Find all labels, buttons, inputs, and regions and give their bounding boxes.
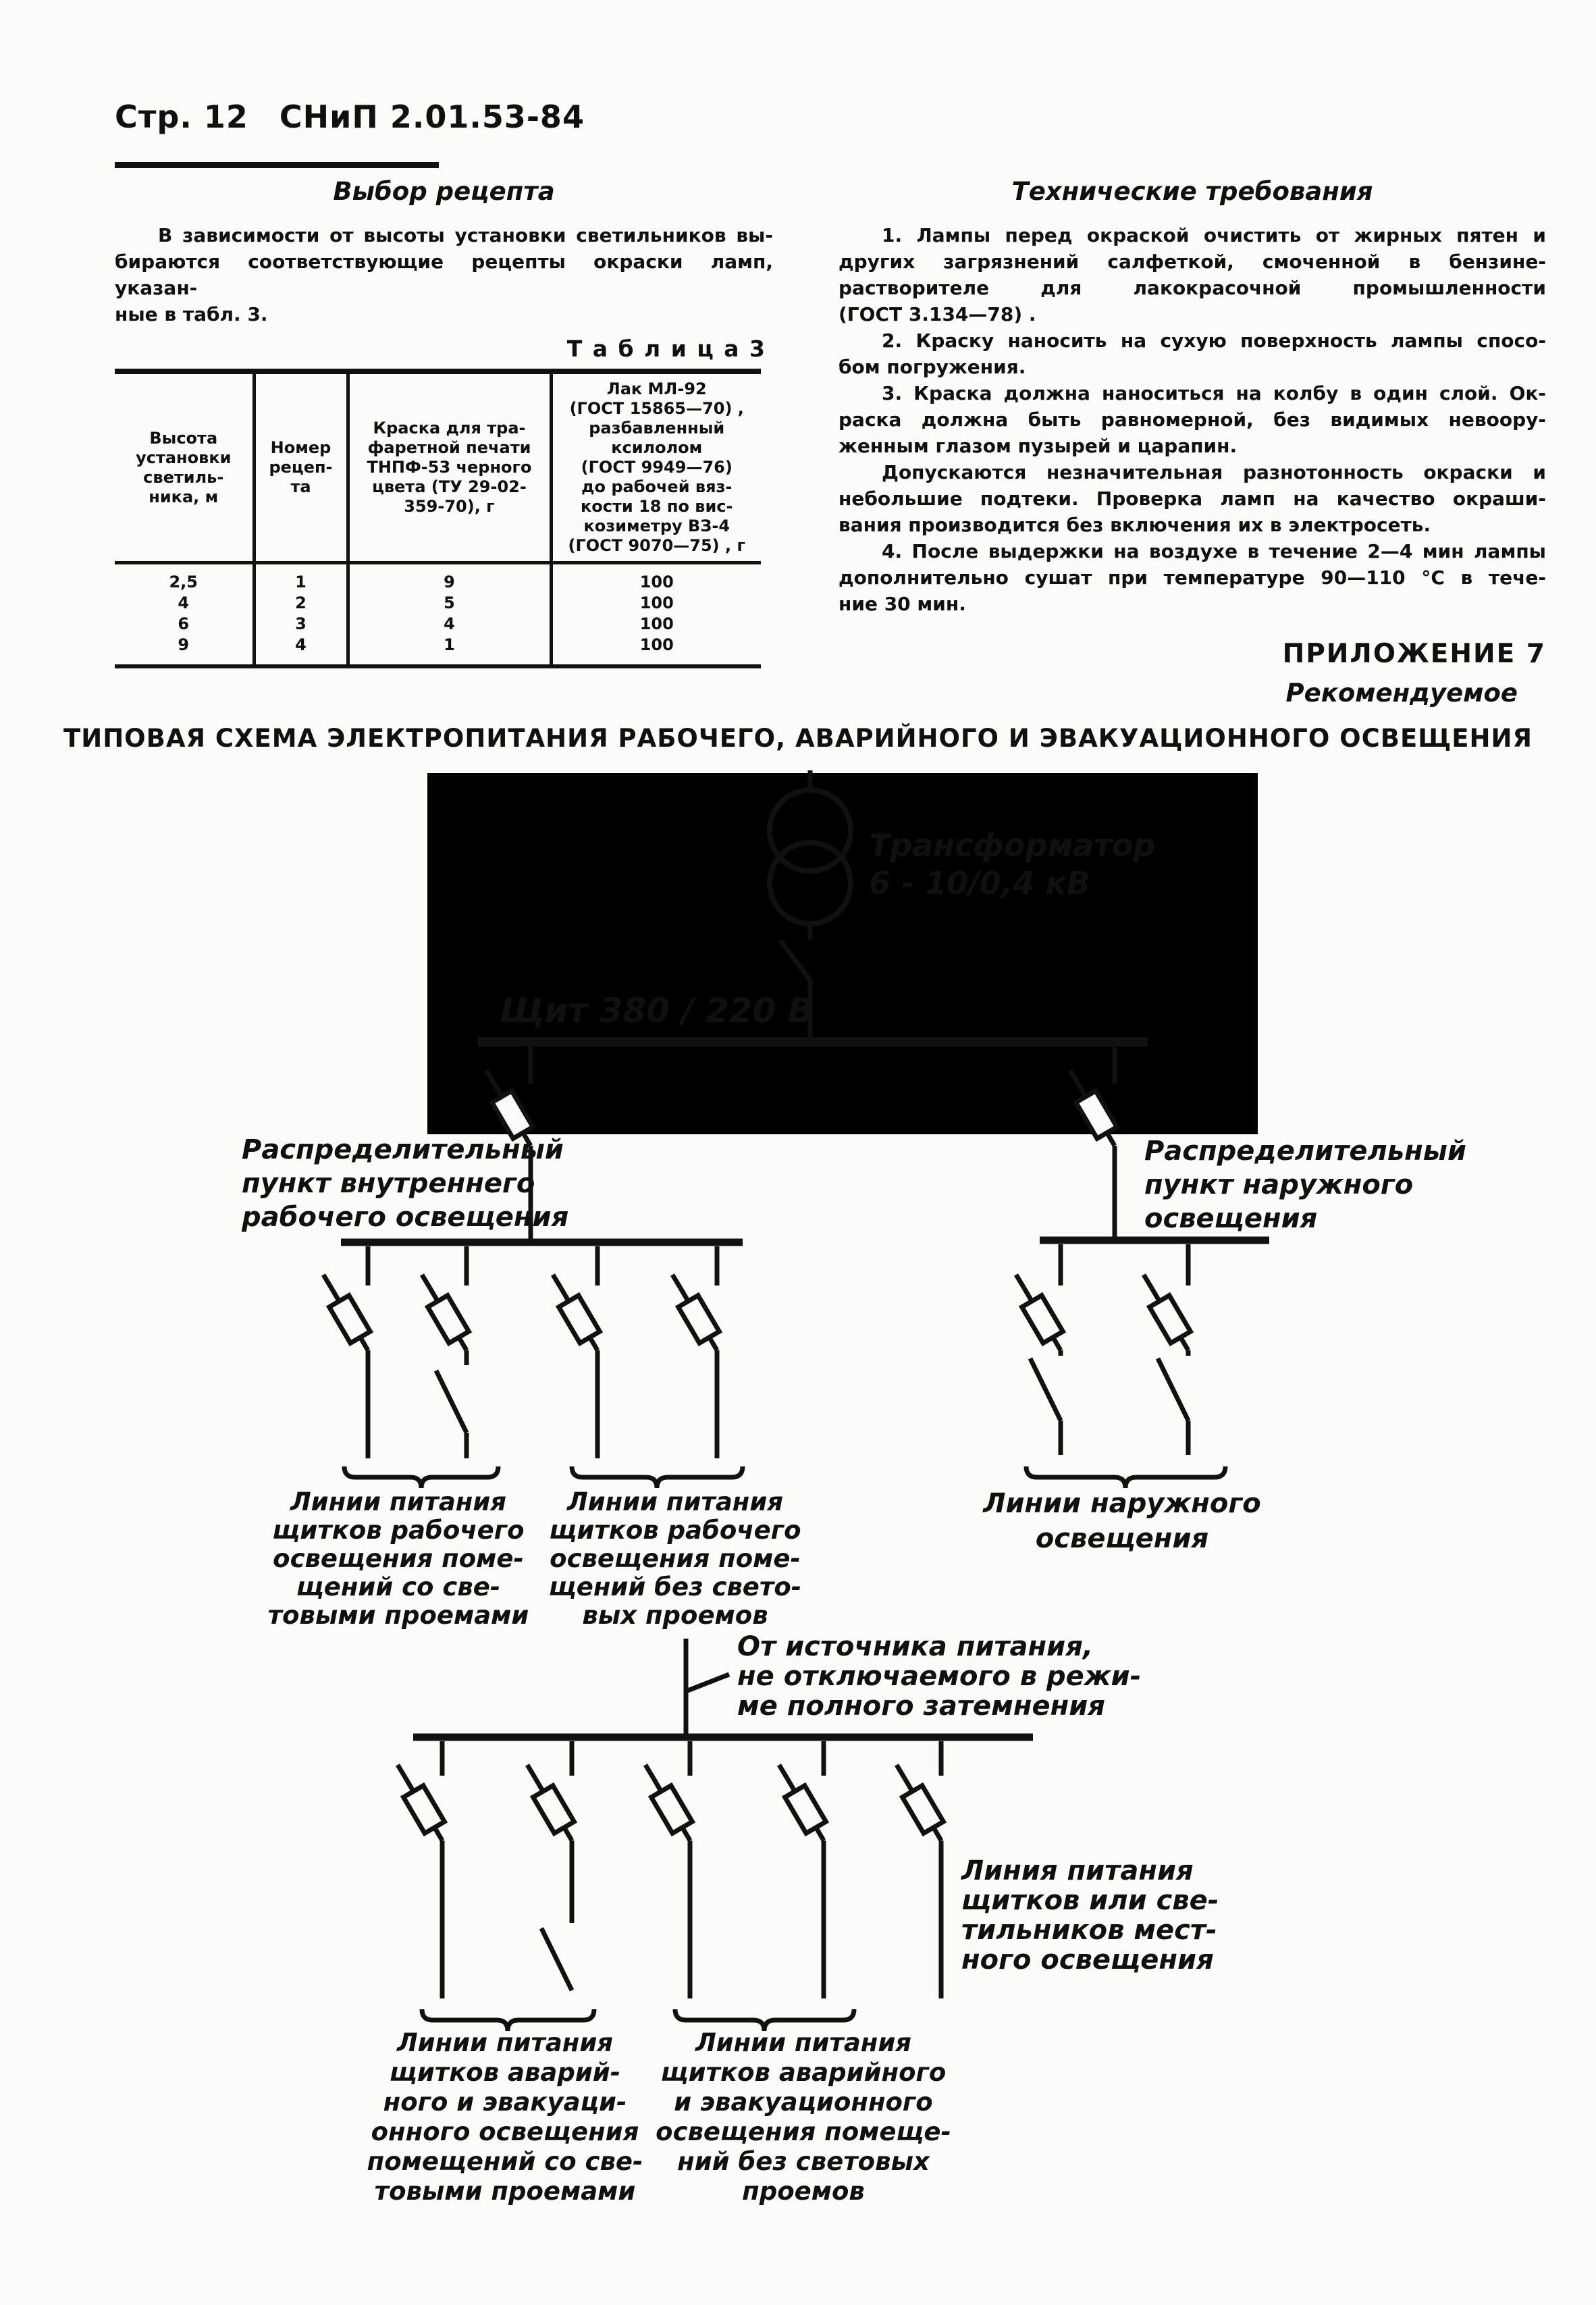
table-cell: 4 — [348, 614, 551, 635]
recipe-paragraph: В зависимости от высоты установки светильников вы- бираются соответствующие рецепты окраски ламп, указан- ные в табл. 3. — [115, 224, 773, 325]
table-cell: 1 — [348, 635, 551, 666]
panel-label: Щит 380 / 220 В — [500, 991, 814, 1030]
brace-work-no-windows — [572, 1466, 743, 1488]
circuit-breaker — [323, 1275, 370, 1350]
label-emergency-windows: Линии питания щитков аварий-ного и эвакуаци-онного освещения помещений со све-товыми проемами — [367, 2028, 643, 2206]
table-cell: 100 — [551, 563, 761, 593]
label-leader-line — [686, 1674, 729, 1691]
switch-blade — [541, 1928, 572, 1990]
table-caption: Т а б л и ц а 3 — [566, 336, 766, 362]
internal-lighting-branches — [323, 1246, 719, 1458]
label-emergency-no-windows: Линии питания щитков аварийного и эвакуационного освещения помеще-ний без световых проемов — [656, 2028, 951, 2206]
circuit-breaker — [1016, 1275, 1063, 1350]
switch-blade — [1030, 1358, 1061, 1421]
table-cell: 1 — [254, 563, 348, 593]
table-cell: 2 — [254, 593, 348, 614]
requirement-paragraph-4: Допускаются незначительная разнотонность окраски и небольшие подтеки. Проверка ламп на качество окраши- вания производится без включения их в электросеть. — [839, 461, 1546, 536]
requirement-paragraph-1: 1. Лампы перед окраской очистить от жирных пятен и других загрязнений салфеткой, смоченной в бензине- растворителе для лакокрасочной промышленности (ГОСТ 3.134—78) . — [839, 224, 1546, 325]
page-number-label: Стр. 12 — [115, 99, 248, 135]
col-header-paint: Краска для тра- фаретной печати ТНПФ-53 черного цвета (ТУ 29-02- 359-70), г — [348, 371, 551, 563]
dp-internal-label: Распределительный пункт внутреннего рабочего освещения — [242, 1134, 569, 1233]
table-cell: 5 — [348, 593, 551, 614]
transformer-label: Трансформатор 6 - 10/0,4 кВ — [869, 827, 1156, 901]
switch-blade — [436, 1371, 467, 1433]
dp-outdoor-label: Распределительный пункт наружного освещения — [1144, 1136, 1466, 1234]
table-cell: 100 — [551, 635, 761, 666]
emergency-lighting-branches — [398, 1741, 943, 1998]
table-cell: 100 — [551, 593, 761, 614]
col-header-lacquer: Лак МЛ-92 (ГОСТ 15865—70) , разбавленный ксилолом (ГОСТ 9949—76) до рабочей вяз- кости 18 по вис- козиметру ВЗ-4 (ГОСТ 9070—75) , г — [551, 371, 761, 563]
table-cell: 4 — [254, 635, 348, 666]
label-independent-source: От источника питания, не отключаемого в режи-ме полного затемнения — [737, 1631, 1142, 1722]
circuit-breaker — [422, 1275, 469, 1350]
table-cell: 4 — [178, 593, 190, 612]
label-local-lighting-line: Линия питания щитков или све-тильников мест-ного освещения — [961, 1855, 1219, 1976]
appendix-label: ПРИЛОЖЕНИЕ 7 — [1282, 639, 1546, 669]
table-cell: 3 — [254, 614, 348, 635]
brace-work-windows — [344, 1466, 498, 1488]
brace-outdoor — [1026, 1466, 1225, 1488]
circuit-breaker — [527, 1765, 574, 1840]
label-outdoor-lines: Линии наружного освещения — [983, 1488, 1261, 1554]
col-header-recipe-number: Номер рецеп- та — [254, 371, 348, 563]
left-column-heading: Выбор рецепта — [333, 177, 555, 206]
circuit-breaker — [897, 1765, 943, 1840]
circuit-breaker — [645, 1765, 692, 1840]
label-work-no-windows: Линии питания щитков рабочего освещения поме-щений без свето-вых проемов — [548, 1487, 802, 1630]
table-cell: 100 — [551, 614, 761, 635]
circuit-breaker — [553, 1275, 600, 1350]
table-cell: 2,5 — [169, 573, 198, 591]
requirement-paragraph-5: 4. После выдержки на воздухе в течение 2—4 мин лампы дополнительно сушат при температуре 90—110 °С в тече- ние 30 мин. — [839, 540, 1546, 615]
circuit-breaker — [672, 1275, 719, 1350]
requirement-paragraph-3: 3. Краска должна наноситься на колбу в один слой. Ок- раска должна быть равномерной, без видимых невоору- женным глазом пузырей и царапин. — [839, 382, 1546, 457]
requirement-paragraph-2: 2. Краску наносить на сухую поверхность лампы спосо- бом погружения. — [839, 329, 1546, 378]
table-cell: 6 — [178, 614, 190, 633]
circuit-breaker — [398, 1765, 444, 1840]
table-cell: 9 — [348, 563, 551, 593]
outdoor-lighting-branches — [1016, 1244, 1190, 1455]
switch-blade — [1158, 1358, 1188, 1421]
circuit-breaker — [779, 1765, 826, 1840]
col-header-height: Высота установки светиль- ника, м — [115, 371, 254, 563]
right-column-heading: Технические требования — [1011, 177, 1373, 206]
appendix-type: Рекомендуемое — [1285, 679, 1518, 708]
table-cell: 9 — [178, 635, 190, 654]
diagram-title: ТИПОВАЯ СХЕМА ЭЛЕКТРОПИТАНИЯ РАБОЧЕГО, АВАРИЙНОГО И ЭВАКУАЦИОННОГО ОСВЕЩЕНИЯ — [63, 724, 1533, 753]
circuit-breaker — [1144, 1275, 1190, 1350]
label-work-windows: Линии питания щитков рабочего освещения поме-щений со све-товыми проемами — [267, 1487, 529, 1630]
document-number: СНиП 2.01.53-84 — [279, 99, 585, 135]
